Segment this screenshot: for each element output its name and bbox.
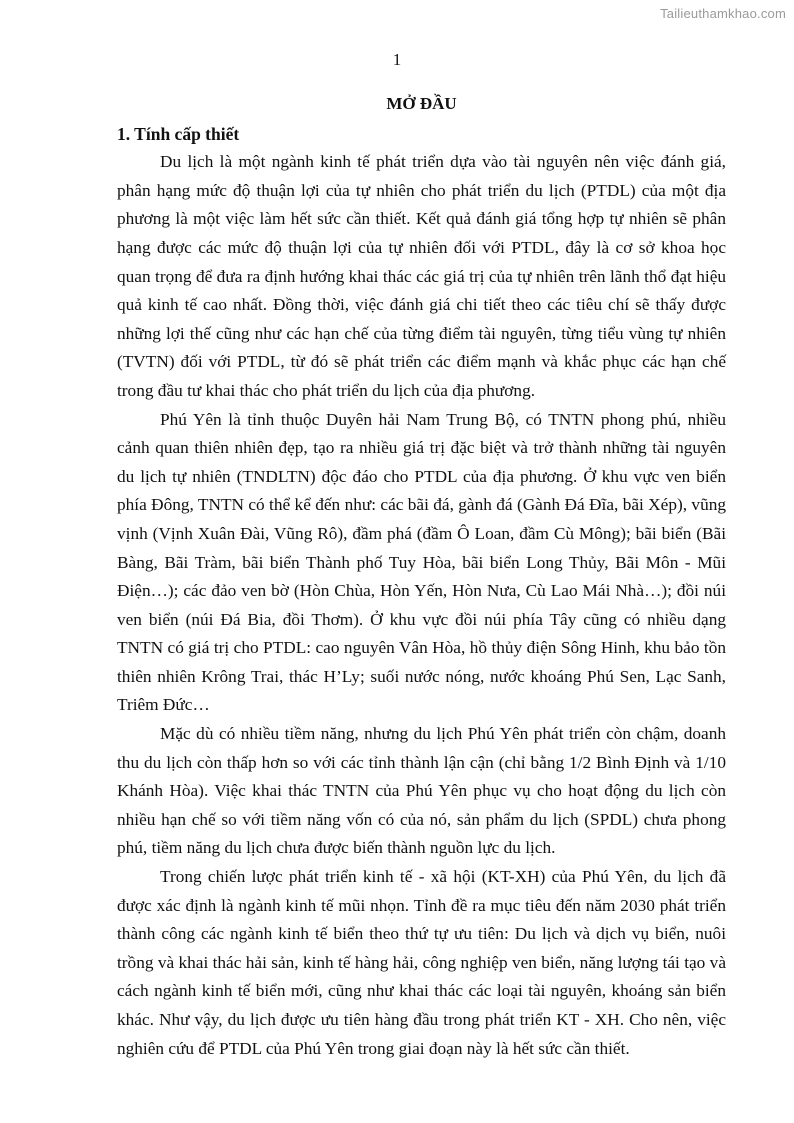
page-number: 1 bbox=[392, 50, 402, 69]
section-heading: 1. Tính cấp thiết bbox=[117, 123, 240, 144]
document-body bbox=[117, 90, 726, 1063]
document-title: MỞ ĐẦU bbox=[386, 94, 457, 113]
paragraph: Du lịch là một ngành kinh tế phát triển dựa vào tài nguyên nên việc đánh giá, phân hạng mức độ thuận lợi của tự nhiên cho phát triển du lịch (PTDL) của một địa phương là một việc làm hết sức cần thiết. Kết quả đánh giá tổng hợp tự nhiên sẽ phân hạng được các mức độ thuận lợi của tự nhiên đối với PTDL, đây là cơ sở khoa học quan trọng để đưa ra định hướng khai thác các giá trị của tự nhiên trên lãnh thổ đạt hiệu quả kinh tế cao nhất. Đồng thời, việc đánh giá chi tiết theo các tiêu chí sẽ thấy được những lợi thế cũng như các hạn chế của từng điểm tài nguyên, từng tiểu vùng tự nhiên (TVTN) đối với PTDL, từ đó sẽ phát triển các điểm mạnh và khắc phục các hạn chế trong đầu tư khai thác cho phát triển du lịch của địa phương. bbox=[117, 152, 726, 400]
watermark: Tailieuthamkhao.com bbox=[660, 6, 786, 21]
paragraph: Mặc dù có nhiều tiềm năng, nhưng du lịch Phú Yên phát triển còn chậm, doanh thu du lịch còn thấp hơn so với các tỉnh thành lận cận (chỉ bằng 1/2 Bình Định và 1/10 Khánh Hòa). Việc khai thác TNTN của Phú Yên phục vụ cho hoạt động du lịch còn nhiều hạn chế so với tiềm năng vốn có của nó, sản phẩm du lịch (SPDL) chưa phong phú, tiềm năng du lịch chưa được biến thành nguồn lực du lịch. bbox=[117, 724, 726, 858]
paragraph: Trong chiến lược phát triển kinh tế - xã hội (KT-XH) của Phú Yên, du lịch đã được xác định là ngành kinh tế mũi nhọn. Tỉnh đề ra mục tiêu đến năm 2030 phát triển thành công các ngành kinh tế biển theo thứ tự ưu tiên: Du lịch và dịch vụ biển, nuôi trồng và khai thác hải sản, kinh tế hàng hải, công nghiệp ven biển, năng lượng tái tạo và cách ngành kinh tế biển mới, cũng như khai thác các loại tài nguyên, khoáng sản biển khác. Như vậy, du lịch được ưu tiên hàng đầu trong phát triển KT - XH. Cho nên, việc nghiên cứu để PTDL của Phú Yên trong giai đoạn này là hết sức cần thiết. bbox=[117, 867, 726, 1058]
paragraph: Phú Yên là tỉnh thuộc Duyên hải Nam Trung Bộ, có TNTN phong phú, nhiều cảnh quan thiên nhiên đẹp, tạo ra nhiều giá trị đặc biệt và trở thành những tài nguyên du lịch tự nhiên (TNDLTN) độc đáo cho PTDL của địa phương. Ở khu vực ven biển phía Đông, TNTN có thể kể đến như: các bãi đá, gành đá (Gành Đá Đĩa, bãi Xép), vũng vịnh (Vịnh Xuân Đài, Vũng Rô), đầm phá (đầm Ô Loan, đầm Cù Mông); bãi biển (Bãi Bàng, Bãi Tràm, bãi biển Thành phố Tuy Hòa, bãi biển Long Thủy, Bãi Môn - Mũi Điện…); các đảo ven bờ (Hòn Chùa, Hòn Yến, Hòn Nưa, Cù Lao Mái Nhà…); đồi núi ven biển (núi Đá Bia, đồi Thơm). Ở khu vực đồi núi phía Tây cũng có nhiều dạng TNTN có giá trị cho PTDL: cao nguyên Vân Hòa, hồ thủy điện Sông Hinh, khu bảo tồn thiên nhiên Krông Trai, thác H’Ly; suối nước nóng, nước khoáng Phú Sen, Lạc Sanh, Triêm Đức… bbox=[117, 409, 726, 715]
